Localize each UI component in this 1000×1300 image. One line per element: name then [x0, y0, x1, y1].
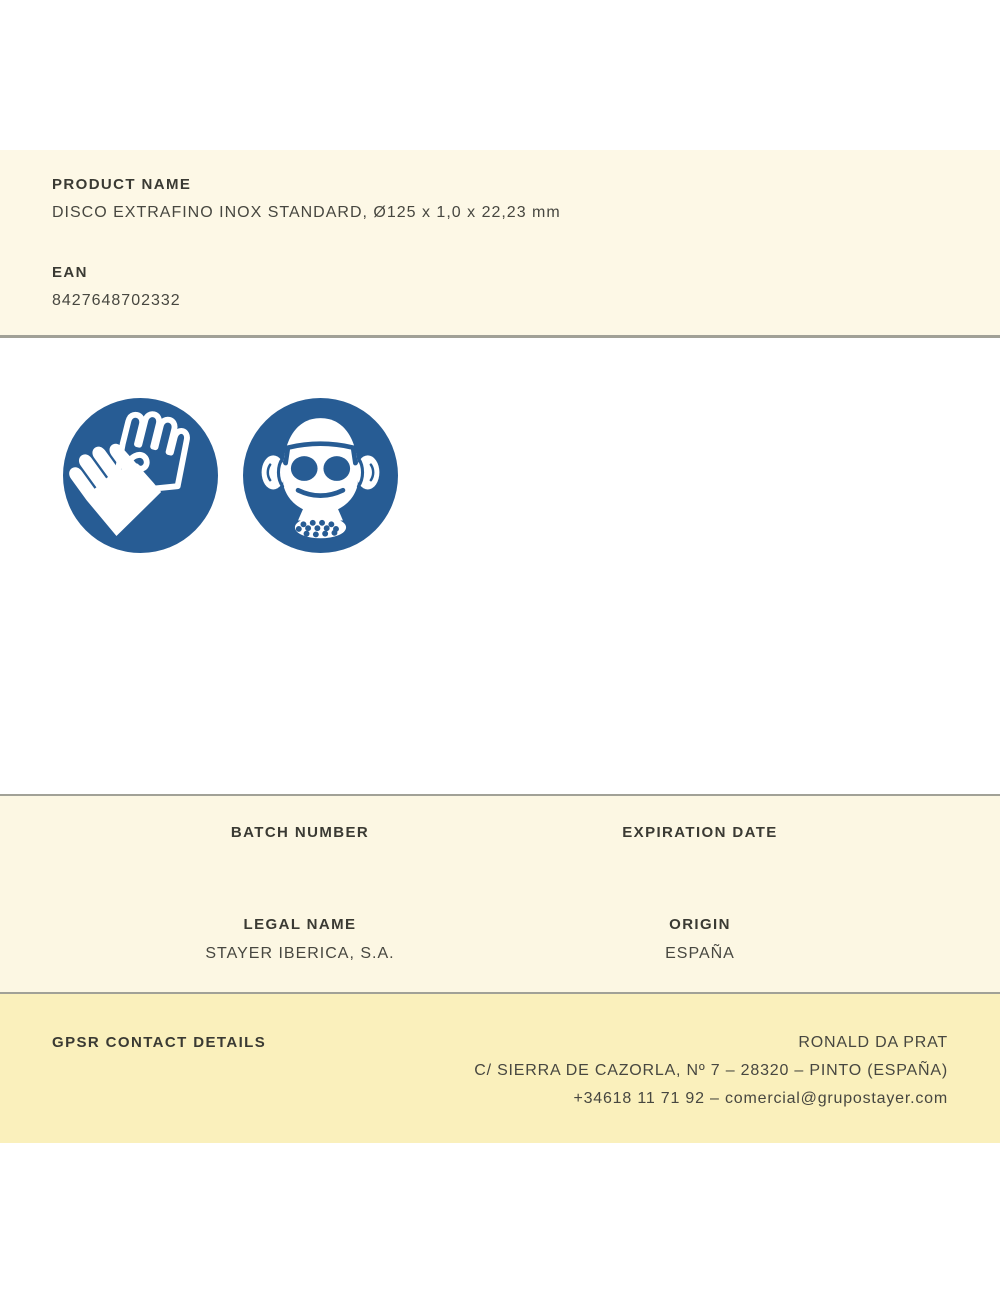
expiration-date-label: EXPIRATION DATE	[622, 824, 778, 841]
origin-label: ORIGIN	[669, 916, 731, 933]
product-name-label: PRODUCT NAME	[52, 176, 192, 193]
contact-block	[474, 1029, 948, 1113]
expiration-date-field	[500, 824, 900, 872]
contact-section	[0, 994, 1000, 1143]
product-name-value: DISCO EXTRAFINO INOX STANDARD, Ø125 x 1,0 x 22,23 mm	[52, 204, 561, 221]
origin-field	[500, 916, 900, 964]
legal-name-label: LEGAL NAME	[243, 916, 357, 933]
gpsr-contact-label: GPSR CONTACT DETAILS	[52, 1034, 267, 1051]
batch-number-field	[100, 824, 500, 872]
wear-protective-gloves-icon	[63, 398, 218, 553]
legal-name-value: STAYER IBERICA, S.A.	[205, 945, 395, 962]
origin-value: ESPAÑA	[665, 945, 735, 962]
product-section	[0, 150, 1000, 338]
ean-label: EAN	[52, 264, 88, 281]
expiration-date-value	[500, 852, 900, 872]
contact-name: RONALD DA PRAT	[798, 1034, 948, 1051]
contact-address: C/ SIERRA DE CAZORLA, Nº 7 – 28320 – PINTO (ESPAÑA)	[474, 1062, 948, 1079]
safety-pictograms	[63, 398, 398, 553]
contact-phone-email: +34618 11 71 92 – comercial@grupostayer.com	[573, 1090, 948, 1107]
ean-value: 8427648702332	[52, 292, 181, 309]
batch-number-value	[100, 852, 500, 872]
batch-number-label: BATCH NUMBER	[230, 824, 370, 841]
legal-name-field	[100, 916, 500, 964]
wear-respiratory-protection-icon	[243, 398, 398, 553]
details-section	[0, 794, 1000, 994]
details-grid	[100, 796, 900, 964]
